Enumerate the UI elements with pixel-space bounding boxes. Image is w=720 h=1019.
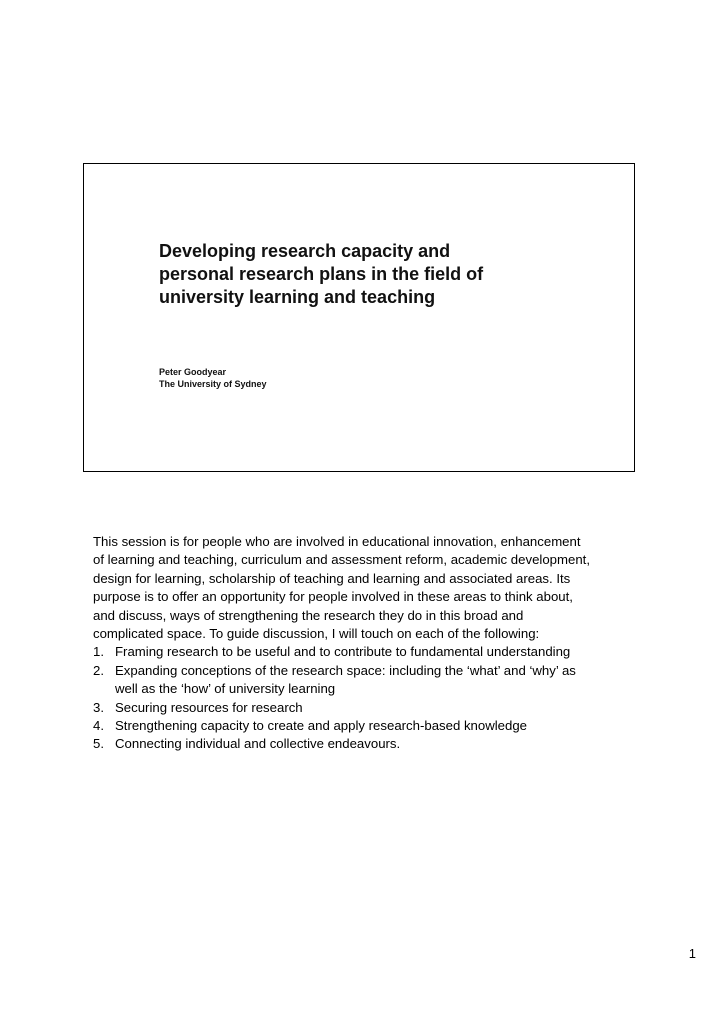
list-item-text: Framing research to be useful and to contribute to fundamental understanding	[115, 644, 571, 660]
list-item	[93, 735, 653, 753]
notes-line: and discuss, ways of strengthening the research they do in this broad and	[93, 607, 524, 623]
notes-line: complicated space. To guide discussion, I will touch on each of the following:	[93, 626, 540, 642]
list-item-text: well as the ‘how’ of university learning	[115, 681, 336, 697]
notes-line: of learning and teaching, curriculum and assessment reform, academic development,	[93, 552, 590, 568]
list-item-number: 1.	[93, 644, 104, 660]
list-item-number: 5.	[93, 736, 104, 752]
notes-topic-list	[93, 643, 653, 753]
list-item-number: 3.	[93, 699, 104, 715]
list-item	[93, 699, 653, 717]
list-item-number: 4.	[93, 718, 104, 734]
list-item-text: Expanding conceptions of the research space: including the ‘what’ and ‘why’ as	[115, 662, 576, 678]
slide-title-line: Developing research capacity and	[159, 241, 451, 261]
notes-paragraph	[93, 533, 653, 643]
author-block	[159, 366, 267, 390]
slide-thumbnail	[83, 163, 635, 472]
notes-line: This session is for people who are involved in educational innovation, enhancement	[93, 534, 581, 549]
list-item	[93, 717, 653, 735]
speaker-notes	[93, 533, 653, 754]
notes-line: purpose is to offer an opportunity for people involved in these areas to think about,	[93, 589, 573, 605]
slide-title-line: university learning and teaching	[159, 287, 436, 307]
list-item-number: 2.	[93, 662, 104, 678]
list-item-text: Securing resources for research	[115, 699, 303, 715]
list-item-text: Connecting individual and collective endeavours.	[115, 736, 401, 752]
notes-line: design for learning, scholarship of teaching and learning and associated areas. Its	[93, 570, 571, 586]
page-number: 1	[688, 946, 696, 961]
slide-title-line: personal research plans in the field of	[159, 264, 484, 284]
author-name: Peter Goodyear	[159, 367, 227, 377]
list-item	[93, 643, 653, 661]
list-item-text: Strengthening capacity to create and apply research-based knowledge	[115, 718, 528, 734]
author-affiliation: The University of Sydney	[159, 379, 267, 389]
slide-title	[159, 240, 599, 309]
list-item	[93, 662, 653, 699]
